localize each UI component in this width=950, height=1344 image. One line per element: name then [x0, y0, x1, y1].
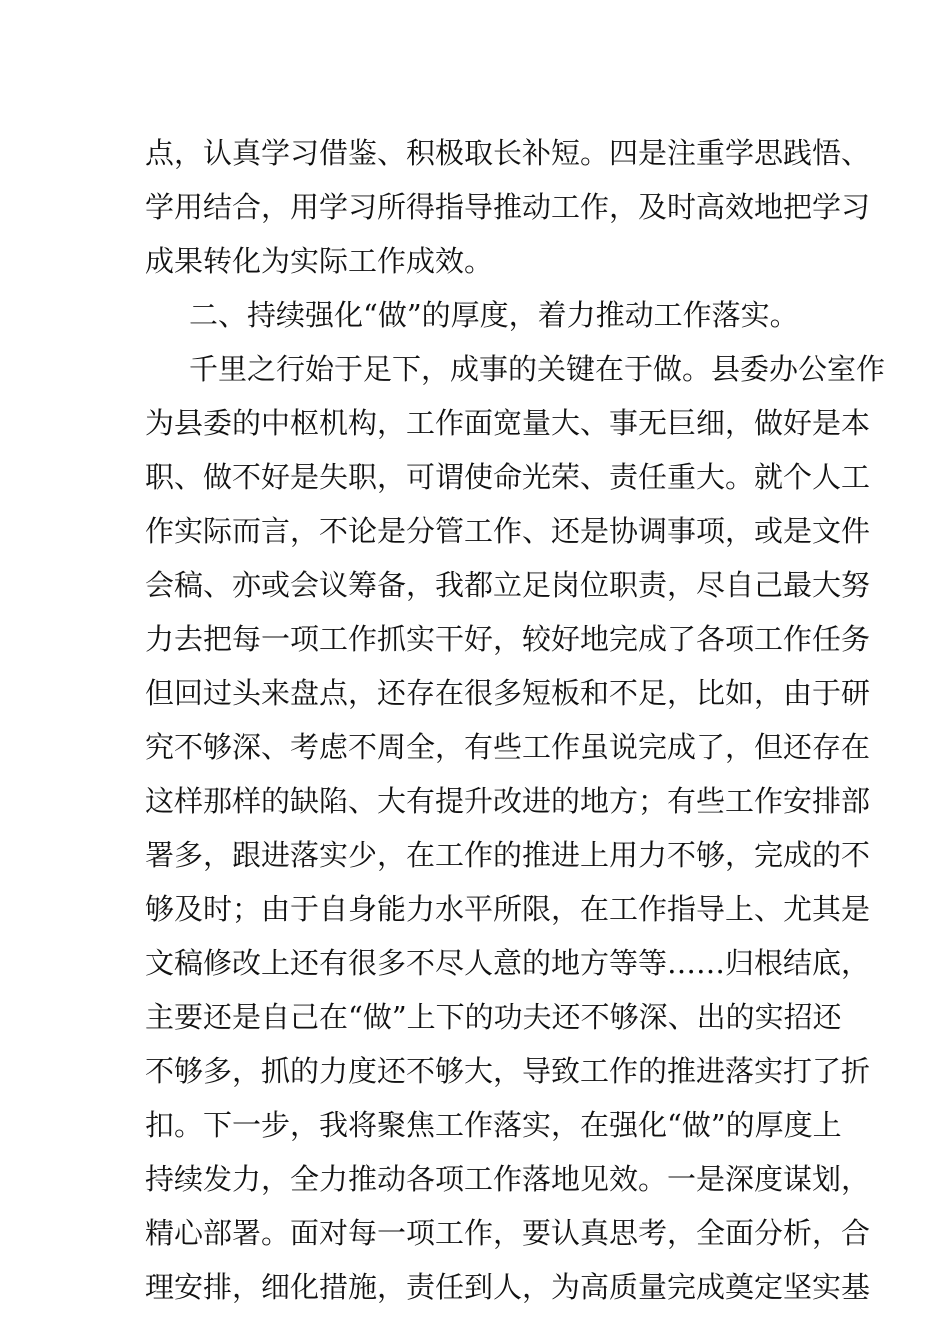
- text-line: 署多，跟进落实少，在工作的推进上用力不够，完成的不: [145, 838, 871, 872]
- text-line: 千里之行始于足下，成事的关键在于做。县委办公室作: [189, 352, 886, 386]
- text-line: 主要还是自己在“做”上下的功夫还不够深、出的实招还: [145, 1000, 842, 1034]
- text-line: 持续发力，全力推动各项工作落地见效。一是深度谋划，: [145, 1162, 871, 1196]
- text-line: 职、做不好是失职，可谓使命光荣、责任重大。就个人工: [145, 460, 871, 494]
- section-heading: 二、持续强化“做”的厚度，着力推动工作落实。: [189, 298, 799, 332]
- text-line: 作实际而言，不论是分管工作、还是协调事项，或是文件: [145, 514, 871, 548]
- text-line: 精心部署。面对每一项工作，要认真思考，全面分析，合: [145, 1216, 871, 1250]
- text-line: 成果转化为实际工作成效。: [145, 244, 494, 278]
- text-line: 这样那样的缺陷、大有提升改进的地方；有些工作安排部: [145, 784, 871, 818]
- text-line: 理安排，细化措施，责任到人，为高质量完成奠定坚实基: [145, 1270, 871, 1304]
- text-line: 文稿修改上还有很多不尽人意的地方等等……归根结底，: [145, 946, 871, 980]
- text-line: 究不够深、考虑不周全，有些工作虽说完成了，但还存在: [145, 730, 871, 764]
- text-line: 扣。下一步，我将聚焦工作落实，在强化“做”的厚度上: [145, 1108, 842, 1142]
- text-line: 但回过头来盘点，还存在很多短板和不足，比如，由于研: [145, 676, 871, 710]
- text-line: 会稿、亦或会议筹备，我都立足岗位职责，尽自己最大努: [145, 568, 871, 602]
- text-line: 力去把每一项工作抓实干好，较好地完成了各项工作任务: [145, 622, 871, 656]
- text-line: 学用结合，用学习所得指导推动工作，及时高效地把学习: [145, 190, 871, 224]
- text-line: 点，认真学习借鉴、积极取长补短。四是注重学思践悟、: [145, 136, 871, 170]
- text-line: 不够多，抓的力度还不够大，导致工作的推进落实打了折: [145, 1054, 871, 1088]
- body-text: [145, 126, 886, 1314]
- text-line: 为县委的中枢机构，工作面宽量大、事无巨细，做好是本: [145, 406, 871, 440]
- text-line: 够及时；由于自身能力水平所限，在工作指导上、尤其是: [145, 892, 871, 926]
